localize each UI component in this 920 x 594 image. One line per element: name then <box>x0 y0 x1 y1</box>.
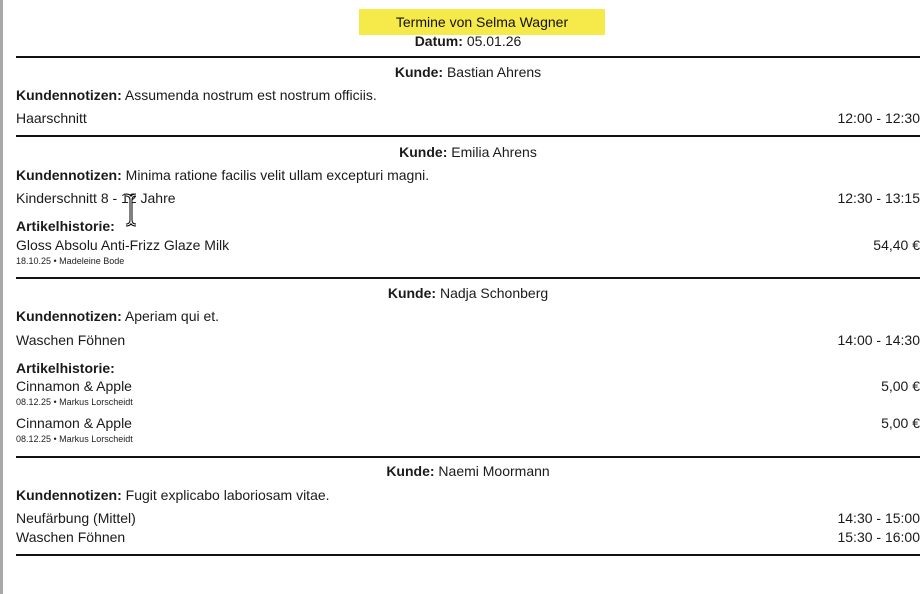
notes-label: Kundennotizen: <box>16 87 122 103</box>
date-value: 05.01.26 <box>466 33 522 49</box>
notes-label: Kundennotizen: <box>16 167 122 183</box>
divider <box>16 277 920 279</box>
history-price: 54,40 € <box>873 237 920 253</box>
service-name: Haarschnitt <box>16 110 87 126</box>
notes-text: Minima ratione facilis velit ullam excepturi magni. <box>125 167 430 183</box>
history-heading <box>16 359 920 377</box>
history-item <box>16 414 920 432</box>
service-name: Neufärbung (Mittel) <box>16 510 136 526</box>
customer-notes <box>16 166 920 184</box>
customer-label: Kunde: <box>399 144 448 160</box>
history-product: Cinnamon & Apple <box>16 415 132 431</box>
service-row <box>16 109 920 127</box>
notes-text: Aperiam qui et. <box>124 308 220 324</box>
service-time: 14:00 - 14:30 <box>837 332 920 348</box>
history-heading <box>16 217 920 235</box>
service-row <box>16 331 920 349</box>
notes-text: Fugit explicabo laboriosam vitae. <box>125 487 330 503</box>
customer-name: Emilia Ahrens <box>451 144 537 160</box>
customer-name: Nadja Schonberg <box>439 285 549 301</box>
divider <box>16 56 920 58</box>
date-line <box>303 33 633 50</box>
service-name: Kinderschnitt 8 - 12 Jahre <box>16 190 176 206</box>
service-name: Waschen Föhnen <box>16 529 126 545</box>
history-label: Artikelhistorie: <box>16 218 115 234</box>
customer-notes <box>16 307 920 325</box>
notes-label: Kundennotizen: <box>16 487 122 503</box>
customer-heading <box>16 63 920 81</box>
notes-label: Kundennotizen: <box>16 308 122 324</box>
service-time: 14:30 - 15:00 <box>837 510 920 526</box>
customer-notes <box>16 86 920 104</box>
service-time: 12:30 - 13:15 <box>837 190 920 206</box>
history-price: 5,00 € <box>881 415 920 431</box>
service-time: 12:00 - 12:30 <box>837 110 920 126</box>
customer-heading <box>16 462 920 480</box>
history-product: Cinnamon & Apple <box>16 378 132 394</box>
date-label: Datum: <box>414 33 463 49</box>
customer-heading <box>16 143 920 161</box>
customer-label: Kunde: <box>394 64 444 80</box>
service-row <box>16 509 920 527</box>
notes-text: Assumenda nostrum est nostrum officiis. <box>124 87 377 103</box>
customer-notes <box>16 486 920 504</box>
customer-label: Kunde: <box>387 285 437 301</box>
history-meta: 08.12.25 • Markus Lorscheidt <box>16 397 133 407</box>
service-row <box>16 528 920 546</box>
divider <box>16 456 920 458</box>
history-meta: 18.10.25 • Madeleine Bode <box>16 256 125 266</box>
service-row <box>16 189 920 207</box>
customer-heading <box>16 284 920 302</box>
page-title: Termine von Selma Wagner <box>359 9 605 35</box>
service-name: Waschen Föhnen <box>16 332 126 348</box>
customer-name: Bastian Ahrens <box>446 64 542 80</box>
history-label: Artikelhistorie: <box>16 360 115 376</box>
customer-label: Kunde: <box>386 463 435 479</box>
history-item <box>16 236 920 254</box>
history-product: Gloss Absolu Anti-Frizz Glaze Milk <box>16 237 230 253</box>
divider <box>16 135 920 137</box>
text-cursor-icon <box>124 192 138 228</box>
customer-name: Naemi Moormann <box>438 463 550 479</box>
history-price: 5,00 € <box>881 378 920 394</box>
service-time: 15:30 - 16:00 <box>837 529 920 545</box>
divider <box>16 554 920 556</box>
history-item <box>16 377 920 395</box>
history-meta: 08.12.25 • Markus Lorscheidt <box>16 434 133 444</box>
